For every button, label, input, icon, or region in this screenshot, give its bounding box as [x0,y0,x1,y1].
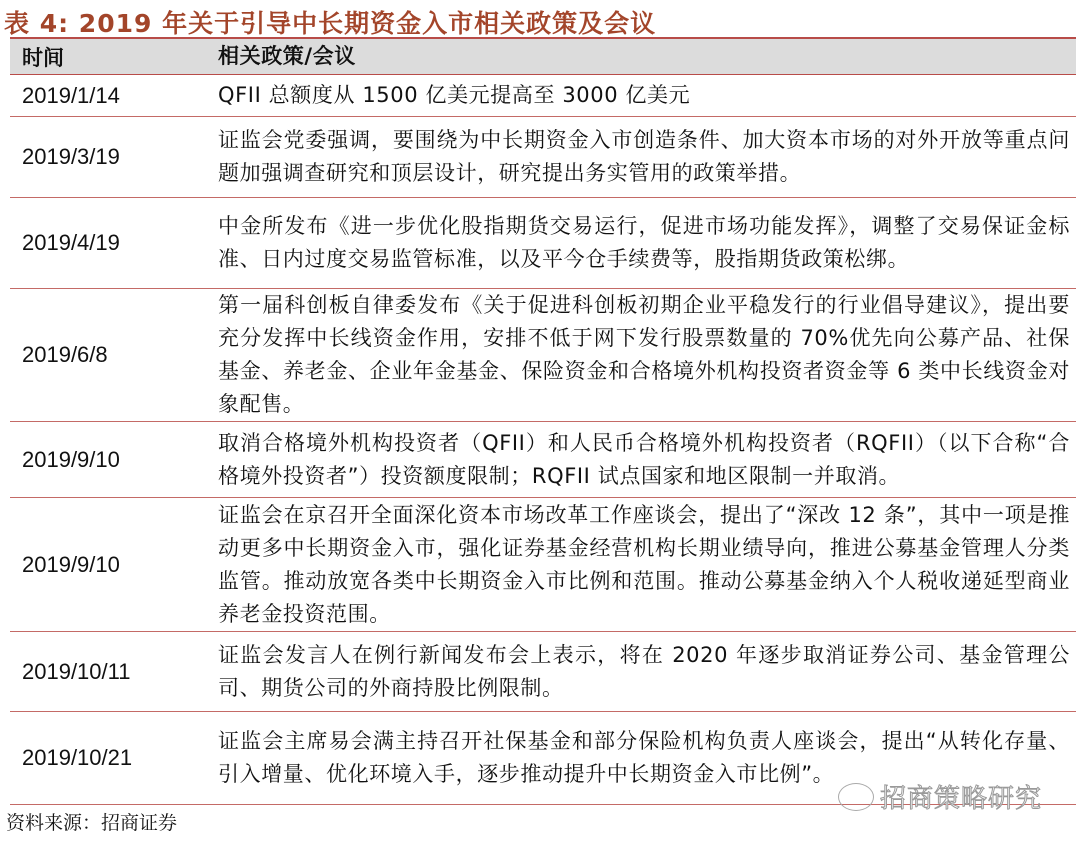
watermark [838,778,1042,815]
row-text: 中金所发布《进一步优化股指期货交易运行，促进市场功能发挥》，调整了交易保证金标准、日内过度交易监管标准，以及平今仓手续费等，股指期货政策松绑。 [218,214,1070,271]
source-note: 资料来源：招商证券 [6,812,178,834]
watermark-text: 招商策略研究 [880,784,1043,814]
table-title: 表 4: 2019 年关于引导中长期资金入市相关政策及会议 [4,9,657,38]
row-text: 证监会党委强调，要围绕为中长期资金入市创造条件、加大资本市场的对外开放等重点问题加强调查研究和顶层设计，研究提出务实管用的政策举措。 [218,128,1070,185]
table-row [10,289,1076,422]
table-row [10,498,1076,632]
table-row [10,198,1076,289]
policy-table [10,37,1076,805]
row-date: 2019/6/8 [22,342,108,367]
table-row [10,632,1076,712]
header-policy: 相关政策/会议 [218,44,356,68]
row-text: 证监会发言人在例行新闻发布会上表示，将在 2020 年逐步取消证券公司、基金管理公司、期货公司的外商持股比例限制。 [218,642,1070,700]
header-time: 时间 [22,45,64,70]
row-text: 第一届科创板自律委发布《关于促进科创板初期企业平稳发行的行业倡导建议》，提出要充分发挥中长线资金作用，安排不低于网下发行股票数量的 70%优先向公募产品、社保基金、养老金、企业年金基金、保险资金和合格境外机构投资者资金等 6 类中长线资金对象配售。 [218,293,1070,416]
row-date: 2019/10/11 [22,658,131,684]
row-date: 2019/10/21 [22,745,133,770]
row-date: 2019/3/19 [22,144,120,169]
table-row [10,422,1076,498]
row-date: 2019/9/10 [22,446,120,472]
table-row [10,75,1076,117]
row-text: 证监会在京召开全面深化资本市场改革工作座谈会，提出了“深改 12 条”，其中一项是推动更多中长期资金入市，强化证券基金经营机构长期业绩导向，推进公募基金管理人分类监管。推动放宽各类中长期资金入市比例和范围。推动公募基金纳入个人税收递延型商业养老金投资范围。 [218,502,1070,626]
table-header [10,39,1076,75]
table-row [10,117,1076,198]
row-text: QFII 总额度从 1500 亿美元提高至 3000 亿美元 [218,83,691,107]
row-text: 取消合格境外机构投资者（QFII）和人民币合格境外机构投资者（RQFII）（以下合称“合格境外投资者”）投资额度限制；RQFII 试点国家和地区限制一并取消。 [218,430,1070,488]
row-date: 2019/4/19 [22,230,120,255]
row-date: 2019/1/14 [22,82,120,108]
row-text: 证监会主席易会满主持召开社保基金和部分保险机构负责人座谈会，提出“从转化存量、引入增量、优化环境入手，逐步推动提升中长期资金入市比例”。 [218,729,1070,786]
row-date: 2019/9/10 [22,551,120,577]
wechat-icon [838,783,874,811]
